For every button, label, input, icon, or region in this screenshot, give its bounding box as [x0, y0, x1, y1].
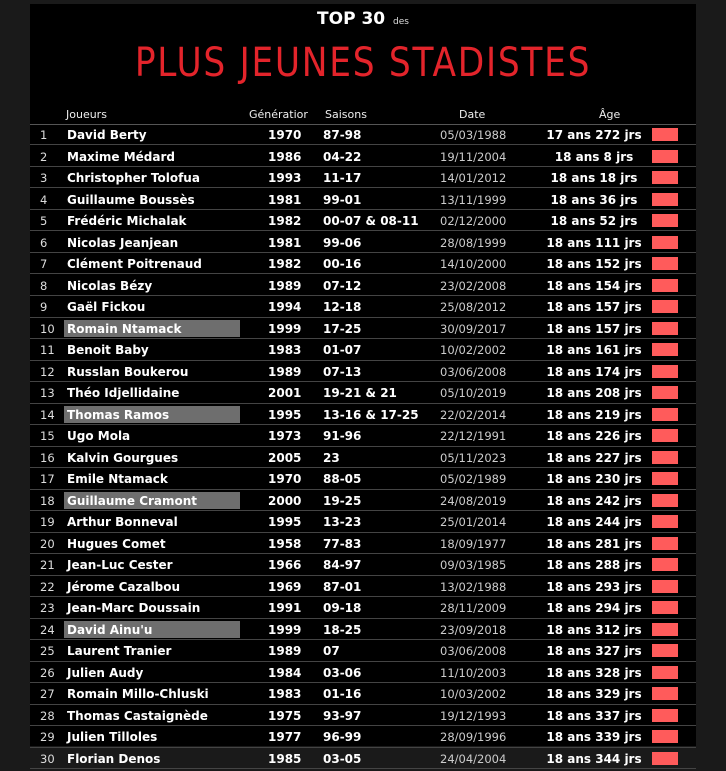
age-cell: 18 ans 8 jrs [554, 149, 634, 164]
red-bar-marker [652, 752, 678, 765]
generation-cell: 1973 [268, 429, 302, 444]
red-bar-marker [652, 193, 678, 206]
seasons-cell: 11-17 [323, 171, 362, 186]
generation-cell: 1989 [268, 278, 302, 293]
red-bar-marker [652, 730, 678, 743]
seasons-cell: 09-18 [323, 601, 362, 616]
date-cell: 03/06/2008 [440, 364, 507, 379]
generation-cell: 1969 [268, 579, 302, 594]
age-cell: 18 ans 244 jrs [546, 515, 642, 530]
date-cell: 30/09/2017 [440, 321, 507, 336]
generation-cell: 1995 [268, 407, 302, 422]
seasons-cell: 19-25 [323, 493, 362, 508]
seasons-cell: 00-16 [323, 257, 362, 272]
age-cell: 18 ans 327 jrs [546, 644, 642, 659]
seasons-cell: 23 [323, 450, 340, 465]
date-cell: 10/03/2002 [440, 687, 507, 702]
table-body [30, 126, 696, 771]
table-row [30, 642, 696, 661]
red-bar-marker [652, 494, 678, 507]
red-bar-marker [652, 279, 678, 292]
age-cell: 18 ans 227 jrs [546, 450, 642, 465]
rank-cell: 28 [40, 708, 55, 723]
date-cell: 09/03/1985 [440, 558, 507, 573]
generation-cell: 1989 [268, 364, 302, 379]
player-name: Clément Poitrenaud [67, 257, 202, 272]
table-row [30, 298, 696, 317]
seasons-cell: 99-06 [323, 235, 362, 250]
rank-cell: 19 [40, 515, 55, 530]
player-name: Russlan Boukerou [67, 364, 189, 379]
red-bar-marker [652, 515, 678, 528]
player-name: David Ainu'u [64, 621, 240, 638]
player-name: Romain Ntamack [64, 320, 240, 337]
generation-cell: 1983 [268, 343, 302, 358]
date-cell: 28/11/2009 [440, 601, 507, 616]
player-name: Laurent Tranier [67, 644, 172, 659]
header-date: Date [459, 108, 486, 121]
seasons-cell: 87-01 [323, 579, 362, 594]
generation-cell: 2001 [268, 386, 302, 401]
player-name: Julien Audy [67, 665, 144, 680]
generation-cell: 1970 [268, 472, 302, 487]
table-row [30, 341, 696, 360]
player-name: Emile Ntamack [67, 472, 168, 487]
table-row [30, 556, 696, 575]
red-bar-marker [652, 386, 678, 399]
red-bar-marker [652, 300, 678, 313]
player-name: Thomas Castaignède [67, 708, 208, 723]
seasons-cell: 17-25 [323, 321, 362, 336]
player-name: Nicolas Bézy [67, 278, 153, 293]
table-row [30, 212, 696, 231]
seasons-cell: 12-18 [323, 300, 362, 315]
red-bar-marker [652, 580, 678, 593]
rank-cell: 1 [40, 128, 48, 142]
seasons-cell: 18-25 [323, 622, 362, 637]
date-cell: 05/03/1988 [440, 128, 507, 142]
header-generation: Génératior [249, 108, 308, 121]
rank-cell: 25 [40, 644, 55, 659]
seasons-cell: 07-13 [323, 364, 362, 379]
table-row [30, 728, 696, 747]
generation-cell: 1995 [268, 515, 302, 530]
rank-cell: 10 [40, 321, 55, 336]
age-cell: 18 ans 339 jrs [546, 730, 642, 745]
generation-cell: 2005 [268, 450, 302, 465]
rank-cell: 13 [40, 386, 55, 401]
date-cell: 14/10/2000 [440, 257, 507, 272]
age-cell: 18 ans 174 jrs [546, 364, 642, 379]
rank-cell: 2 [40, 149, 48, 164]
age-cell: 18 ans 288 jrs [546, 558, 642, 573]
red-bar-marker [652, 644, 678, 657]
player-name: Guillaume Cramont [64, 492, 240, 509]
player-name: Nicolas Jeanjean [67, 235, 179, 250]
date-cell: 19/12/1993 [440, 708, 507, 723]
player-name: Romain Millo-Chluski [67, 687, 209, 702]
red-bar-marker [652, 408, 678, 421]
rank-cell: 24 [40, 622, 55, 637]
date-cell: 05/10/2019 [440, 386, 507, 401]
player-name: Kalvin Gourgues [67, 450, 179, 465]
seasons-cell: 88-05 [323, 472, 362, 487]
red-bar-marker [652, 666, 678, 679]
rank-cell: 8 [40, 278, 48, 293]
rank-cell: 9 [40, 300, 48, 315]
rank-cell: 22 [40, 579, 55, 594]
red-bar-marker [652, 537, 678, 550]
red-bar-marker [652, 365, 678, 378]
player-name: Ugo Mola [67, 429, 131, 444]
red-bar-marker [652, 322, 678, 335]
generation-cell: 1993 [268, 171, 302, 186]
table-row [30, 363, 696, 382]
age-cell: 18 ans 294 jrs [546, 601, 642, 616]
player-name: Thomas Ramos [64, 406, 240, 423]
rank-cell: 29 [40, 730, 55, 745]
generation-cell: 1999 [268, 321, 302, 336]
player-name: Julien Tilloles [67, 730, 158, 745]
player-name: Hugues Comet [67, 536, 166, 551]
table-row [30, 384, 696, 403]
age-cell: 18 ans 157 jrs [546, 300, 642, 315]
date-cell: 23/09/2018 [440, 622, 507, 637]
seasons-cell: 13-16 & 17-25 [323, 407, 419, 422]
table-header [30, 106, 696, 125]
red-bar-marker [652, 709, 678, 722]
seasons-cell: 01-07 [323, 343, 362, 358]
red-bar-marker [652, 687, 678, 700]
seasons-cell: 04-22 [323, 149, 362, 164]
seasons-cell: 01-16 [323, 687, 362, 702]
rank-cell: 26 [40, 665, 55, 680]
generation-cell: 1981 [268, 235, 302, 250]
generation-cell: 1982 [268, 257, 302, 272]
generation-cell: 1977 [268, 730, 302, 745]
date-cell: 24/08/2019 [440, 493, 507, 508]
date-cell: 13/11/1999 [440, 192, 507, 207]
age-cell: 18 ans 230 jrs [546, 472, 642, 487]
red-bar-marker [652, 623, 678, 636]
generation-cell: 1985 [268, 751, 302, 766]
age-cell: 18 ans 161 jrs [546, 343, 642, 358]
date-cell: 05/02/1989 [440, 472, 507, 487]
red-bar-marker [652, 214, 678, 227]
date-cell: 05/11/2023 [440, 450, 507, 465]
table-row [30, 320, 696, 339]
rank-cell: 6 [40, 235, 48, 250]
age-cell: 18 ans 329 jrs [546, 687, 642, 702]
age-cell: 18 ans 219 jrs [546, 407, 642, 422]
generation-cell: 1982 [268, 214, 302, 229]
date-cell: 14/01/2012 [440, 171, 507, 186]
table-row [30, 707, 696, 726]
seasons-cell: 91-96 [323, 429, 362, 444]
generation-cell: 1970 [268, 128, 302, 142]
age-cell: 18 ans 152 jrs [546, 257, 642, 272]
seasons-cell: 87-98 [323, 128, 362, 142]
table-row [30, 578, 696, 597]
age-cell: 18 ans 312 jrs [546, 622, 642, 637]
date-cell: 28/09/1996 [440, 730, 507, 745]
generation-cell: 1984 [268, 665, 302, 680]
date-cell: 02/12/2000 [440, 214, 507, 229]
age-cell: 18 ans 18 jrs [550, 171, 638, 186]
table-row [30, 191, 696, 210]
table-row [30, 621, 696, 640]
table-row [30, 234, 696, 253]
player-name: Arthur Bonneval [67, 515, 178, 530]
red-bar-marker [652, 150, 678, 163]
player-name: Jean-Luc Cester [67, 558, 173, 573]
date-cell: 03/06/2008 [440, 644, 507, 659]
player-name: Théo Idjellidaine [67, 386, 180, 401]
seasons-cell: 07 [323, 644, 340, 659]
date-cell: 13/02/1988 [440, 579, 507, 594]
seasons-cell: 03-05 [323, 751, 362, 766]
age-cell: 18 ans 226 jrs [546, 429, 642, 444]
rank-cell: 12 [40, 364, 55, 379]
generation-cell: 1958 [268, 536, 302, 551]
age-cell: 18 ans 328 jrs [546, 665, 642, 680]
date-cell: 18/09/1977 [440, 536, 507, 551]
red-bar-marker [652, 128, 678, 141]
seasons-cell: 99-01 [323, 192, 362, 207]
table-row [30, 513, 696, 532]
player-name: Gaël Fickou [67, 300, 146, 315]
table-row [30, 148, 696, 167]
rank-cell: 20 [40, 536, 55, 551]
generation-cell: 1983 [268, 687, 302, 702]
player-name: Christopher Tolofua [67, 171, 200, 186]
red-bar-marker [652, 429, 678, 442]
age-cell: 18 ans 36 jrs [550, 192, 638, 207]
player-name: Florian Denos [67, 751, 161, 766]
generation-cell: 1999 [268, 622, 302, 637]
seasons-cell: 19-21 & 21 [323, 386, 397, 401]
seasons-cell: 07-12 [323, 278, 362, 293]
table-row [30, 685, 696, 704]
seasons-cell: 93-97 [323, 708, 362, 723]
date-cell: 10/02/2002 [440, 343, 507, 358]
player-name: Frédéric Michalak [67, 214, 187, 229]
age-cell: 18 ans 208 jrs [546, 386, 642, 401]
player-name: Maxime Médard [67, 149, 175, 164]
generation-cell: 1966 [268, 558, 302, 573]
table-row [30, 255, 696, 274]
top-title [30, 9, 696, 29]
date-cell: 22/02/2014 [440, 407, 507, 422]
rank-cell: 7 [40, 257, 48, 272]
date-cell: 22/12/1991 [440, 429, 507, 444]
main-title: PLUS JEUNES STADISTES [134, 40, 592, 86]
table-row [30, 427, 696, 446]
header-joueurs: Joueurs [66, 108, 107, 121]
date-cell: 28/08/1999 [440, 235, 507, 250]
player-name: Jérome Cazalbou [67, 579, 181, 594]
rank-cell: 18 [40, 493, 55, 508]
date-cell: 23/02/2008 [440, 278, 507, 293]
header-age: Âge [599, 108, 621, 121]
generation-cell: 2000 [268, 493, 302, 508]
age-cell: 18 ans 111 jrs [546, 235, 642, 250]
date-cell: 24/04/2004 [440, 751, 507, 766]
top-label: TOP 30 [317, 9, 386, 29]
rank-cell: 11 [40, 343, 55, 358]
table-row [30, 277, 696, 296]
generation-cell: 1989 [268, 644, 302, 659]
age-cell: 18 ans 293 jrs [546, 579, 642, 594]
red-bar-marker [652, 257, 678, 270]
age-cell: 18 ans 337 jrs [546, 708, 642, 723]
red-bar-marker [652, 558, 678, 571]
rank-cell: 16 [40, 450, 55, 465]
generation-cell: 1981 [268, 192, 302, 207]
seasons-cell: 96-99 [323, 730, 362, 745]
seasons-cell: 84-97 [323, 558, 362, 573]
red-bar-marker [652, 236, 678, 249]
age-cell: 17 ans 272 jrs [546, 128, 642, 142]
rank-cell: 21 [40, 558, 55, 573]
generation-cell: 1994 [268, 300, 302, 315]
table-row [30, 750, 696, 769]
red-bar-marker [652, 343, 678, 356]
date-cell: 25/01/2014 [440, 515, 507, 530]
red-bar-marker [652, 601, 678, 614]
table-row [30, 470, 696, 489]
seasons-cell: 00-07 & 08-11 [323, 214, 419, 229]
rank-cell: 23 [40, 601, 55, 616]
header-saisons: Saisons [325, 108, 367, 121]
generation-cell: 1975 [268, 708, 302, 723]
des-label: des [393, 17, 409, 27]
rank-cell: 4 [40, 192, 48, 207]
table-row [30, 126, 696, 145]
ranking-panel [30, 4, 696, 766]
rank-cell: 14 [40, 407, 55, 422]
seasons-cell: 13-23 [323, 515, 362, 530]
rank-cell: 30 [40, 751, 55, 766]
table-row [30, 449, 696, 468]
player-name: Jean-Marc Doussain [67, 601, 201, 616]
age-cell: 18 ans 52 jrs [550, 214, 638, 229]
age-cell: 18 ans 157 jrs [546, 321, 642, 336]
red-bar-marker [652, 451, 678, 464]
seasons-cell: 03-06 [323, 665, 362, 680]
age-cell: 18 ans 242 jrs [546, 493, 642, 508]
date-cell: 25/08/2012 [440, 300, 507, 315]
date-cell: 11/10/2003 [440, 665, 507, 680]
age-cell: 18 ans 281 jrs [546, 536, 642, 551]
age-cell: 18 ans 344 jrs [546, 751, 642, 766]
table-row [30, 406, 696, 425]
date-cell: 19/11/2004 [440, 149, 507, 164]
player-name: David Berty [67, 128, 147, 142]
table-row [30, 599, 696, 618]
age-cell: 18 ans 154 jrs [546, 278, 642, 293]
rank-cell: 17 [40, 472, 55, 487]
generation-cell: 1986 [268, 149, 302, 164]
red-bar-marker [652, 171, 678, 184]
table-row [30, 169, 696, 188]
rank-cell: 3 [40, 171, 48, 186]
player-name: Guillaume Boussès [67, 192, 195, 207]
player-name: Benoit Baby [67, 343, 149, 358]
table-row [30, 535, 696, 554]
rank-cell: 15 [40, 429, 55, 444]
table-row [30, 492, 696, 511]
seasons-cell: 77-83 [323, 536, 362, 551]
rank-cell: 5 [40, 214, 48, 229]
rank-cell: 27 [40, 687, 55, 702]
generation-cell: 1991 [268, 601, 302, 616]
table-row [30, 664, 696, 683]
red-bar-marker [652, 472, 678, 485]
